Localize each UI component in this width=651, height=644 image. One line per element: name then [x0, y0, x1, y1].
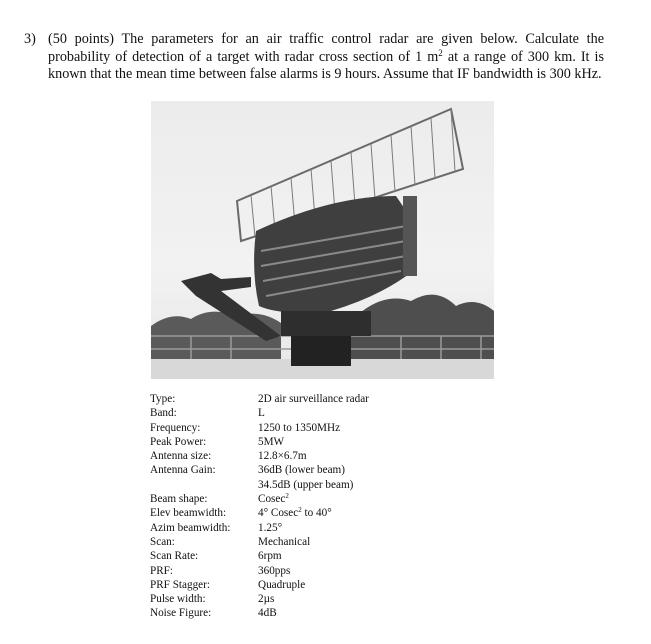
spec-row-antenna-gain-upper — [150, 478, 369, 492]
question-text-part1: The parameters for an air traffic control radar are given below. Calculate the probability of detection of a target with radar cross section of 1 m — [48, 31, 605, 65]
radar-specs-table — [150, 392, 369, 621]
spec-row-scan-rate — [150, 549, 369, 563]
spec-label — [150, 478, 258, 492]
spec-row-prf-stagger — [150, 578, 369, 592]
spec-row-prf — [150, 564, 369, 578]
spec-row-antenna-gain — [150, 463, 369, 477]
spec-label: Band: — [150, 407, 177, 420]
spec-value: 1.25° — [258, 521, 283, 534]
spec-label: Frequency: — [150, 421, 201, 434]
spec-value: 36dB (lower beam) — [258, 464, 345, 477]
spec-value: 1250 to 1350MHz — [258, 421, 341, 434]
spec-row-pulse-width — [150, 592, 369, 606]
spec-value: 4° Cosec$^2$ to 40° — [258, 506, 332, 520]
spec-label: Antenna Gain: — [150, 464, 216, 477]
spec-value: 4dB — [258, 607, 277, 620]
spec-value: Cosec$^2$ — [258, 492, 289, 506]
spec-label: Noise Figure: — [150, 607, 212, 620]
question-text-part2: at a range of 300 km. It is known that the mean time between false alarms is 9 hours. Assume that IF bandwidth is 300 kHz. — [48, 48, 604, 82]
spec-label: Peak Power: — [150, 435, 207, 448]
spec-value: 12.8×6.7m — [258, 450, 307, 463]
spec-label: Antenna size: — [150, 450, 212, 463]
spec-row-frequency — [150, 421, 369, 435]
spec-value: 2D air surveillance radar — [258, 393, 369, 405]
spec-label: Pulse width: — [150, 593, 206, 606]
spec-value: Quadruple — [258, 578, 306, 591]
spec-row-peak-power — [150, 435, 369, 449]
question-number: 3) — [24, 31, 36, 47]
spec-label: Beam shape: — [150, 493, 208, 506]
radar-antenna-illustration — [151, 101, 494, 379]
question-points: (50 points) — [48, 31, 115, 47]
spec-row-noise-figure — [150, 606, 369, 620]
spec-value: Mechanical — [258, 535, 311, 548]
question-body — [48, 31, 604, 84]
spec-label: PRF Stagger: — [150, 578, 210, 591]
spec-label: Scan: — [150, 535, 175, 548]
spec-value: 6rpm — [258, 550, 282, 563]
radar-photo — [151, 101, 494, 379]
spec-label: Type: — [150, 393, 176, 405]
spec-value: 5MW — [258, 435, 285, 448]
spec-row-antenna-size — [150, 449, 369, 463]
spec-value: L — [258, 407, 265, 420]
spec-label: Scan Rate: — [150, 550, 199, 563]
spec-value: 2µs — [258, 593, 275, 606]
superscript: 2 — [438, 47, 443, 58]
spec-label: PRF: — [150, 564, 174, 577]
spec-row-azim-beamwidth — [150, 521, 369, 535]
question-text — [24, 31, 604, 84]
spec-row-type — [150, 392, 369, 406]
spec-row-band — [150, 406, 369, 420]
spec-row-scan — [150, 535, 369, 549]
spec-row-beam-shape — [150, 492, 369, 506]
spec-value: 34.5dB (upper beam) — [258, 478, 354, 491]
spec-label: Azim beamwidth: — [150, 521, 231, 534]
spec-label: Elev beamwidth: — [150, 507, 227, 520]
spec-value: 360pps — [258, 564, 291, 577]
spec-row-elev-beamwidth — [150, 506, 369, 520]
